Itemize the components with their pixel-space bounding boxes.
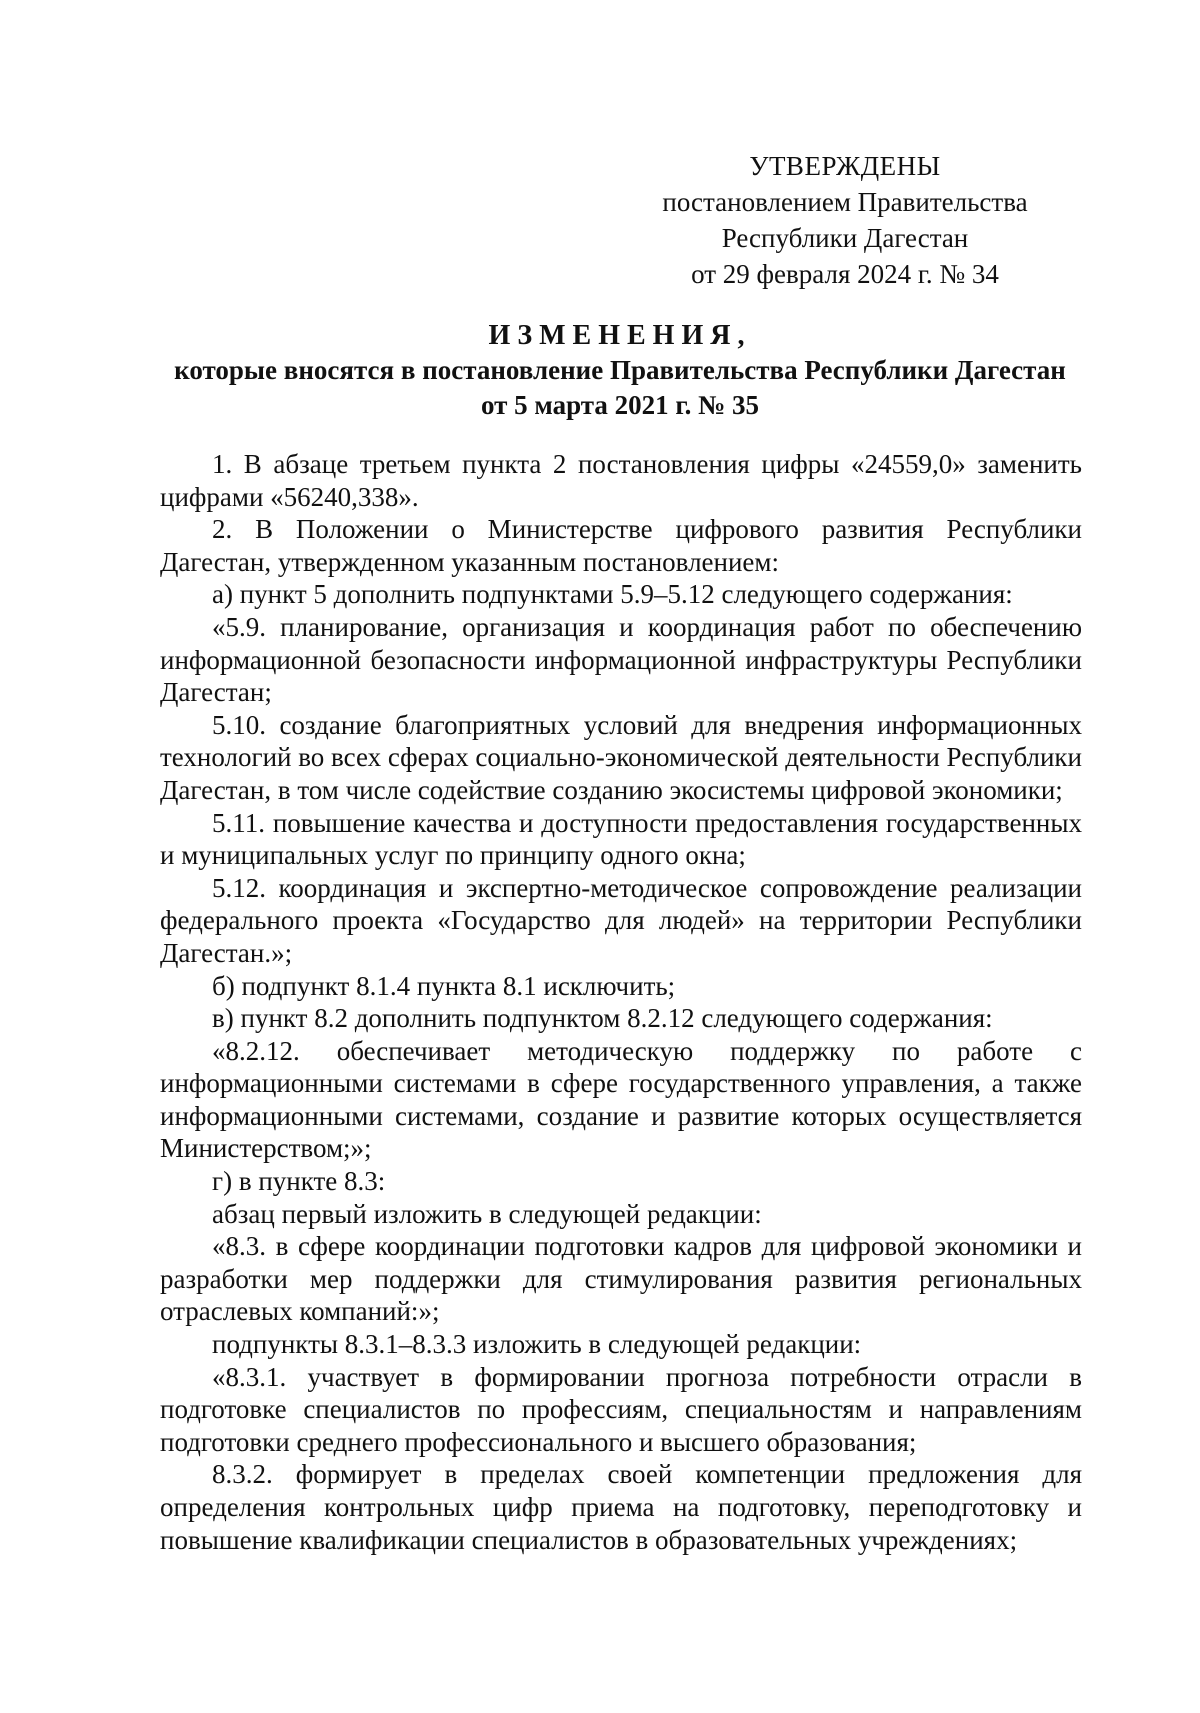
- paragraph: 5.12. координация и экспертно-методическое сопровождение реализации федерального проекта «Государство для людей» на территории Республики Дагестан.»;: [160, 872, 1082, 968]
- document-body: [160, 448, 1082, 1556]
- paragraph: «8.3. в сфере координации подготовки кадров для цифровой экономики и разработки мер поддержки для стимулирования развития региональных отраслевых компаний:»;: [160, 1231, 1082, 1327]
- document-subtitle-line-2: от 5 марта 2021 г. № 35: [481, 390, 759, 420]
- document-subtitle-line-1: которые вносятся в постановление Правительства Республики Дагестан: [174, 355, 1066, 385]
- document-heading: [150, 318, 1090, 423]
- document-title: ИЗМЕНЕНИЯ,: [488, 320, 752, 351]
- paragraph: 5.11. повышение качества и доступности предоставления государственных и муниципальных услуг по принципу одного окна;: [160, 807, 1082, 871]
- approval-issuer: постановлением Правительства: [662, 187, 1028, 217]
- paragraph: 5.10. создание благоприятных условий для внедрения информационных технологий во всех сферах социально-экономической деятельности Республики Дагестан, в том числе содействие созданию экосистемы цифровой экономики;: [160, 709, 1082, 805]
- paragraph: абзац первый изложить в следующей редакции:: [212, 1198, 762, 1229]
- paragraph: «5.9. планирование, организация и координация работ по обеспечению информационной безопасности информационной инфраструктуры Республики Дагестан;: [160, 611, 1082, 708]
- paragraph: «8.3.1. участвует в формировании прогноза потребности отрасли в подготовке специалистов по профессиям, специальностям и направлениям подготовки среднего профессионального и высшего образования;: [160, 1361, 1082, 1457]
- approval-heading: УТВЕРЖДЕНЫ: [749, 151, 941, 181]
- approval-stamp-block: [640, 148, 1050, 292]
- paragraph: 2. В Положении о Министерстве цифрового развития Республики Дагестан, утвержденном указанным постановлением:: [160, 514, 1082, 577]
- paragraph: подпункты 8.3.1–8.3.3 изложить в следующей редакции:: [212, 1329, 862, 1360]
- paragraph: 8.3.2. формирует в пределах своей компетенции предложения для определения контрольных цифр приема на подготовку, переподготовку и повышение квалификации специалистов в образовательных учреждениях;: [160, 1459, 1082, 1555]
- paragraph: г) в пункте 8.3:: [212, 1166, 386, 1197]
- approval-region: Республики Дагестан: [721, 223, 969, 253]
- paragraph: 1. В абзаце третьем пункта 2 постановления цифры «24559,0» заменить цифрами «56240,338».: [160, 449, 1082, 512]
- paragraph: б) подпункт 8.1.4 пункта 8.1 исключить;: [212, 970, 676, 1001]
- paragraph: а) пункт 5 дополнить подпунктами 5.9–5.12 следующего содержания:: [212, 579, 1013, 610]
- paragraph: в) пункт 8.2 дополнить подпунктом 8.2.12 следующего содержания:: [212, 1003, 993, 1034]
- approval-date-number: от 29 февраля 2024 г. № 34: [691, 259, 999, 289]
- paragraph: «8.2.12. обеспечивает методическую поддержку по работе с информационными системами в сфере государственного управления, а также информационными системами, создание и развитие которых осуществляется Министерством;»;: [160, 1035, 1082, 1164]
